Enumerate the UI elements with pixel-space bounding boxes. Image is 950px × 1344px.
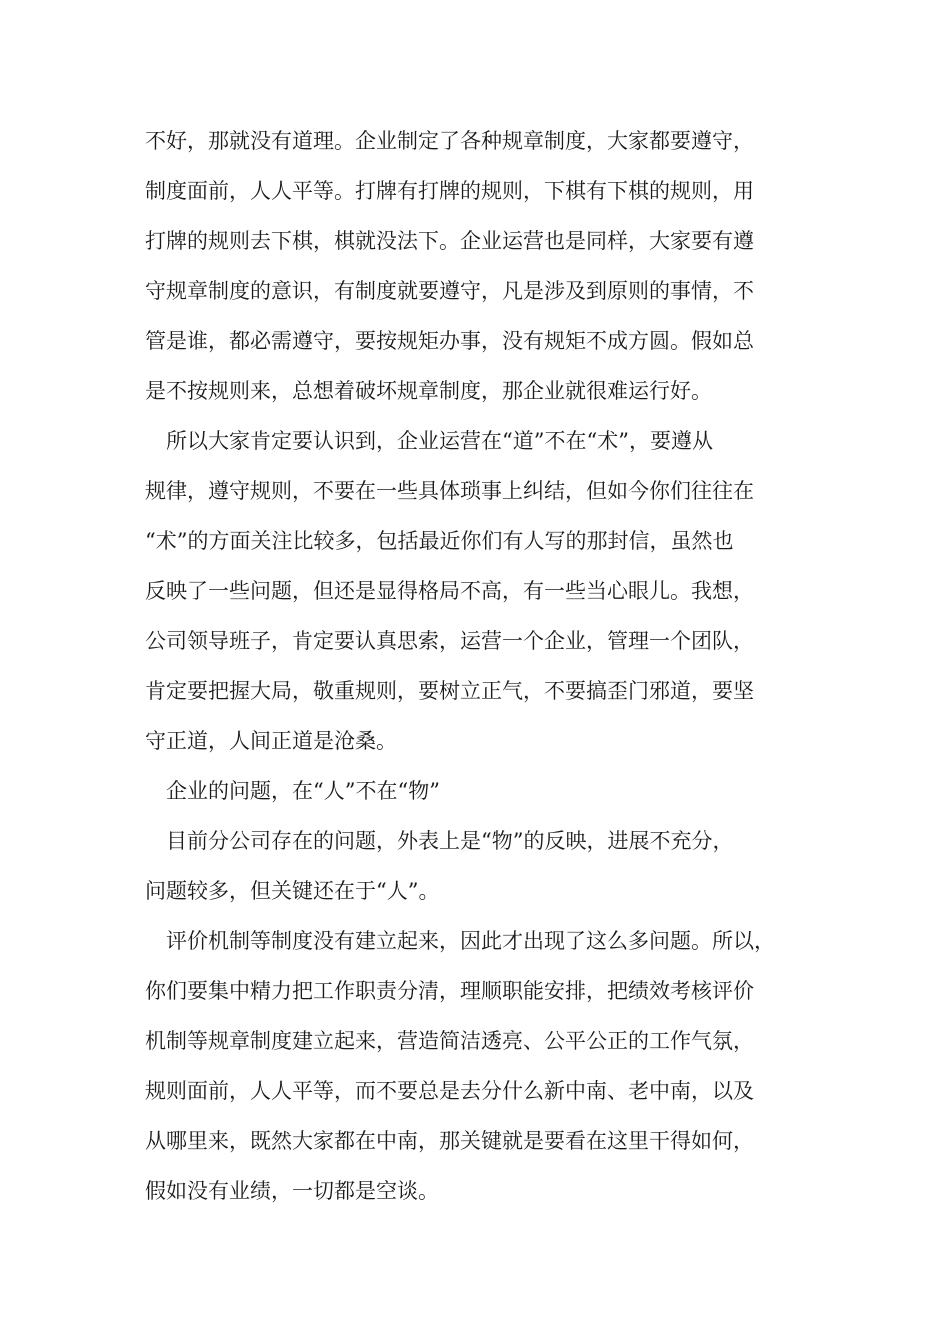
text-line: 守正道，人间正道是沧桑。 (145, 729, 397, 753)
text-line: 从哪里来，既然大家都在中南，那关键就是要看在这里干得如何， (145, 1129, 754, 1153)
section-heading: 企业的问题，在“人”不在“物” (166, 779, 440, 803)
text-line: 是不按规则来，总想着破坏规章制度，那企业就很难运行好。 (145, 379, 712, 403)
paragraph-first-line: 评价机制等制度没有建立起来，因此才出现了这么多问题。所以， (166, 929, 775, 953)
text-line: 不好，那就没有道理。企业制定了各种规章制度，大家都要遵守， (145, 129, 754, 153)
paragraph-first-line: 目前分公司存在的问题，外表上是“物”的反映，进展不充分， (166, 829, 734, 853)
text-line: 机制等规章制度建立起来，营造简洁透亮、公平公正的工作气氛， (145, 1029, 754, 1053)
text-line: 公司领导班子，肯定要认真思索，运营一个企业，管理一个团队， (145, 629, 754, 653)
text-line: 问题较多，但关键还在于“人”。 (145, 879, 440, 903)
paragraph-first-line: 所以大家肯定要认识到，企业运营在“道”不在“术”，要遵从 (166, 429, 713, 453)
text-line: 制度面前，人人平等。打牌有打牌的规则，下棋有下棋的规则，用 (145, 179, 754, 203)
text-line: 规则面前，人人平等，而不要总是去分什么新中南、老中南，以及 (145, 1079, 754, 1103)
text-line: 肯定要把握大局，敬重规则，要树立正气，不要搞歪门邪道，要坚 (145, 679, 754, 703)
text-line: “术”的方面关注比较多，包括最近你们有人写的那封信，虽然也 (145, 529, 734, 553)
text-line: 守规章制度的意识，有制度就要遵守，凡是涉及到原则的事情，不 (145, 279, 754, 303)
text-line: 假如没有业绩，一切都是空谈。 (145, 1179, 439, 1203)
text-line: 打牌的规则去下棋，棋就没法下。企业运营也是同样，大家要有遵 (145, 229, 754, 253)
text-line: 反映了一些问题，但还是显得格局不高，有一些当心眼儿。我想， (145, 579, 754, 603)
text-line: 你们要集中精力把工作职责分清，理顺职能安排，把绩效考核评价 (145, 979, 754, 1003)
text-line: 规律，遵守规则，不要在一些具体琐事上纠结，但如今你们往往在 (145, 479, 754, 503)
text-line: 管是谁，都必需遵守，要按规矩办事，没有规矩不成方圆。假如总 (145, 329, 754, 353)
